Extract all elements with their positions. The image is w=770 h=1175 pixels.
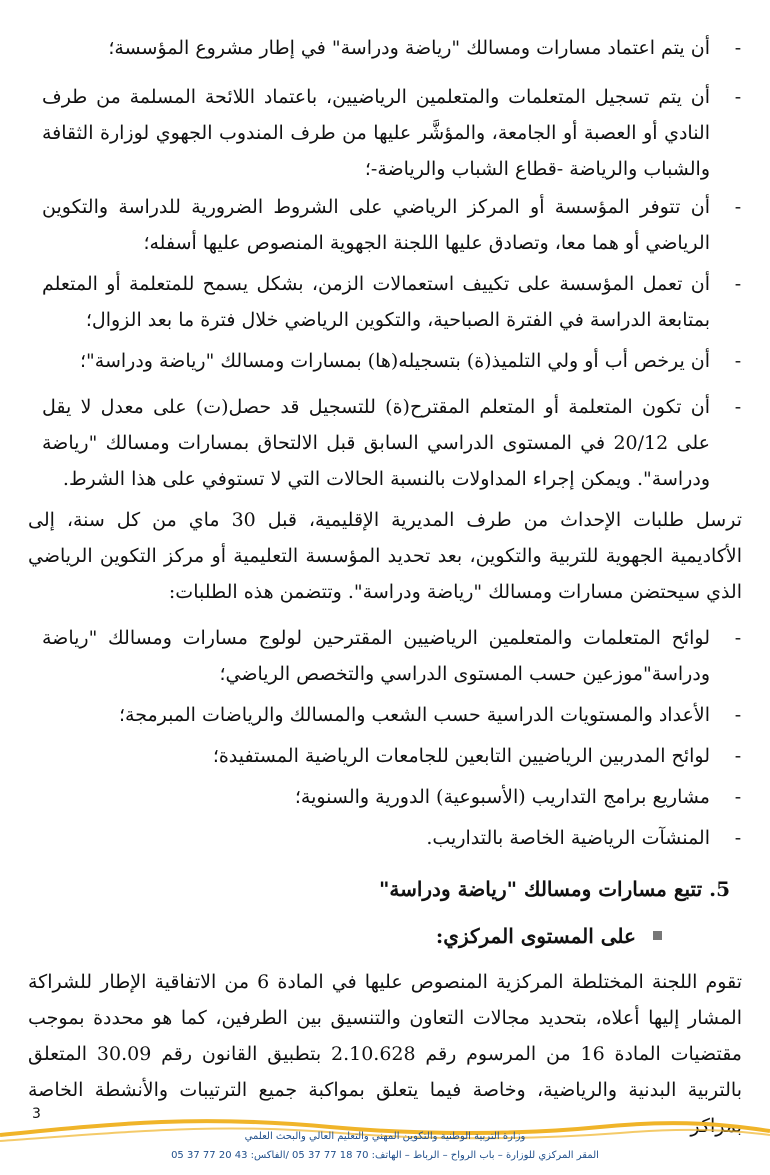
list-dash: - [734, 704, 742, 726]
list-item: أن يرخص أب أو ولي التلميذ(ة) بتسجيله(ها) بمسارات ومسالك "رياضة ودراسة"؛ [79, 350, 710, 372]
list-dash: - [734, 827, 742, 849]
list-item: أن يتم اعتماد مسارات ومسالك "رياضة ودراسة" في إطار مشروع المؤسسة؛ [108, 37, 710, 59]
body-paragraph: ترسل طلبات الإحداث من طرف المديرية الإقليمية، قبل 30 ماي من كل سنة، إلى الأكاديمية الجهوية للتربية والتكوين، بعد تحديد المؤسسة التعليمية أو مركز التكوين الرياضي الذي سيحتضن مسارات ومسالك "رياضة ودراسة". وتتضمن هذه الطلبات: [28, 509, 742, 603]
subheading: على المستوى المركزي: [435, 924, 636, 948]
footer-contact-info: المقر المركزي للوزارة – باب الرواح – الرباط – الهاتف: 70 18 77 37 05 /الفاكس: 43 20 77 37 05 [171, 1150, 599, 1161]
footer-ministry-name: وزارة التربية الوطنية والتكوين المهني والتعليم العالي والبحث العلمي [244, 1131, 526, 1142]
list-item: أن يتم تسجيل المتعلمات والمتعلمين الرياضيين، باعتماد اللائحة المسلمة من طرف النادي أو العصبة أو الجامعة، والمؤشَّر عليها من طرف المندوب الجهوي لوزارة الثقافة والشباب والرياضة -قطاع الشباب والرياضة-؛ [42, 86, 710, 180]
list-dash: - [734, 273, 742, 295]
list-dash: - [734, 786, 742, 808]
list-item: أن تكون المتعلمة أو المتعلم المقترح(ة) للتسجيل قد حصل(ت) على معدل لا يقل على 20/12 في المستوى الدراسي السابق قبل الالتحاق بمسارات ومسالك "رياضة ودراسة". ويمكن إجراء المداولات بالنسبة الحالات التي لا تستوفي على هذا الشرط. [42, 396, 710, 490]
list-dash: - [734, 350, 742, 372]
list-dash: - [734, 627, 742, 649]
section-heading: 5. تتبع مسارات ومسالك "رياضة ودراسة" [378, 877, 730, 901]
square-bullet-icon [653, 931, 662, 940]
list-dash: - [734, 196, 742, 218]
list-item: مشاريع برامج التداريب (الأسبوعية) الدورية والسنوية؛ [294, 786, 710, 808]
list-item: أن تعمل المؤسسة على تكييف استعمالات الزمن، بشكل يسمح للمتعلمة أو المتعلم بمتابعة الدراسة في الفترة الصباحية، والتكوين الرياضي خلال فترة ما بعد الزوال؛ [42, 273, 710, 331]
list-dash: - [734, 86, 742, 108]
list-item: المنشآت الرياضية الخاصة بالتداريب. [426, 827, 710, 849]
list-dash: - [734, 745, 742, 767]
page-number: 3 [32, 1106, 41, 1122]
list-item: لوائح المدربين الرياضيين التابعين للجامعات الرياضية المستفيدة؛ [212, 745, 710, 767]
body-paragraph: تقوم اللجنة المختلطة المركزية المنصوص عليها في المادة 6 من الاتفاقية الإطار للشراكة المشار إليها أعلاه، بتحديد مجالات التعاون والتنسيق بين الطرفين، كما هو محددة بموجب مقتضيات المادة 16 من المرسوم رقم 2.10.628 بتطبيق القانون رقم 30.09 المتعلق بالتربية البدنية والرياضية، وخاصة فيما يتعلق بمواكبة جميع الترتيبات والأنشطة الخاصة بمراكز [28, 971, 742, 1137]
list-item: أن تتوفر المؤسسة أو المركز الرياضي على الشروط الضرورية للدراسة والتكوين الرياضي أو هما معا، وتصادق عليها اللجنة الجهوية المنصوص عليها أسفله؛ [42, 196, 710, 254]
list-item: الأعداد والمستويات الدراسية حسب الشعب والمسالك والرياضات المبرمجة؛ [119, 704, 710, 726]
list-dash: - [734, 396, 742, 418]
list-dash: - [734, 37, 742, 59]
list-item: لوائح المتعلمات والمتعلمين الرياضيين المقترحين لولوج مسارات ومسالك "رياضة ودراسة"موزعين حسب المستوى الدراسي والتخصص الرياضي؛ [42, 627, 710, 685]
